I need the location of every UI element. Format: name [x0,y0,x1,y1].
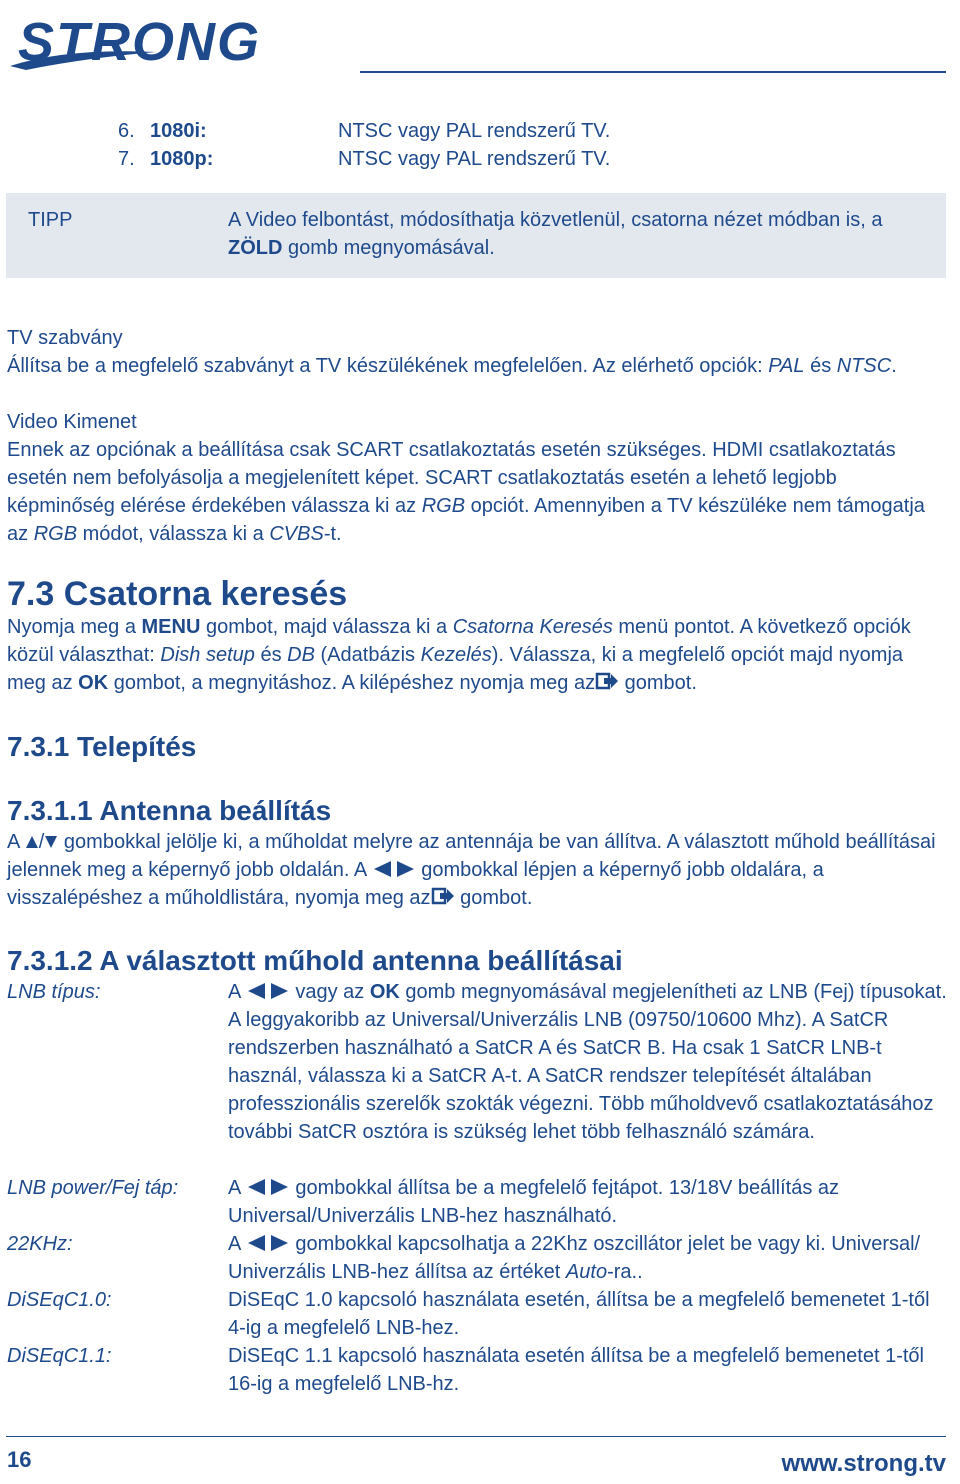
left-right-arrows-icon [246,1178,290,1196]
strong-logo [6,8,311,70]
def-term: LNB power/Fej táp: [7,1177,179,1199]
left-right-arrows-icon [246,982,290,1000]
def-term: DiSEqC1.0: [7,1289,112,1311]
list-item-value: NTSC vagy PAL rendszerű TV. [338,120,611,142]
list-item-number: 7. [118,148,135,170]
def-desc: DiSEqC 1.0 kapcsoló használata esetén, állítsa be a megfelelő bemenetet 1-től 4-ig a megfelelő LNB-hez. [228,1289,930,1339]
page-number: 16 [7,1447,32,1472]
list-item-value: NTSC vagy PAL rendszerű TV. [338,148,611,170]
website-link[interactable]: www.strong.tv [781,1450,946,1477]
list-item-key: 1080i: [150,120,207,142]
tv-standard-heading: TV szabvány [7,327,123,349]
section-7-3-1-1-text: A / gombokkal jelölje ki, a műholdat melyre az antennája be van állítva. A választott műhold beállításai jelennek meg a képernyő jobb oldalán. A gombokkal lépjen a képernyő jobb oldalára, a visszalépéshez a műholdlistára, nyomja meg az gombot. [7,831,936,909]
section-7-3-heading: 7.3 Csatorna keresés [7,575,348,613]
section-7-3-1-heading: 7.3.1 Telepítés [7,731,197,762]
left-right-arrows-icon [246,1234,290,1252]
section-7-3-1-2-heading: 7.3.1.2 A választott műhold antenna beállításai [7,945,623,976]
svg-text:STRONG: STRONG [18,12,262,70]
def-desc: DiSEqC 1.1 kapcsoló használata esetén állítsa be a megfelelő bemenetet 1-től 16-ig a megfelelő LNB-hz. [228,1345,924,1395]
list-item [118,117,610,145]
def-desc: A gombokkal állítsa be a megfelelő fejtápot. 13/18V beállítás az Universal/Univerzális LNB-hez használható. [228,1177,840,1227]
footer-rule [6,1436,946,1437]
left-right-arrows-icon [372,860,416,878]
section-7-3-1-1-heading: 7.3.1.1 Antenna beállítás [7,795,332,826]
def-term: 22KHz: [7,1233,73,1255]
header-rule [360,71,946,73]
exit-icon [431,886,455,906]
def-term: LNB típus: [7,981,101,1003]
section-7-3-text: Nyomja meg a MENU gombot, majd válassza ki a Csatorna Keresés menü pontot. A következő opciók közül választhat: Dish setup és DB (Adatbázis Kezelés). Válassza, ki a megfelelő opciót majd nyomja meg az OK gombot, a megnyitáshoz. A kilépéshez nyomja meg az gombot. [7,616,911,694]
def-desc: A gombokkal kapcsolhatja a 22Khz oszcillátor jelet be vagy ki. Universal/ Univerzális LNB-hez állítsa az értéket Auto-ra.. [228,1233,921,1283]
tip-label: TIPP [28,209,73,231]
tv-standard-text: Állítsa be a megfelelő szabványt a TV készülékének megfelelően. Az elérhető opciók: PAL és NTSC. [7,355,897,377]
tip-text: A Video felbontást, módosíthatja közvetlenül, csatorna nézet módban is, a ZÖLD gomb megnyomásával. [228,209,883,259]
video-output-text: Ennek az opciónak a beállítása csak SCART csatlakoztatás esetén szükséges. HDMI csatlakoztatás esetén nem befolyásolja a megjelenített képet. SCART csatlakoztatás esetén a lehető legjobb képminőség elérése érdekében válassza ki az RGB opciót. Amennyiben a TV készüléke nem támogatja az RGB módot, válassza ki a CVBS-t. [7,439,925,545]
up-arrow-icon [25,834,39,850]
list-item-number: 6. [118,120,135,142]
def-desc: A vagy az OK gomb megnyomásával megjelenítheti az LNB (Fej) típusokat. A leggyakoribb az Universal/Univerzális LNB (09750/10600 Mhz). A SatCR rendszerben használható a SatCR A és SatCR B. Ha csak 1 SatCR LNB-t használ, válassza ki a SatCR A-t. A SatCR rendszer telepítését általában professzionális szerelők szokták végezni. Több műholdvevő csatlakoztatásához további SatCR osztóra is szükség lehet több felhasználó számára. [228,981,947,1143]
down-arrow-icon [44,834,58,850]
list-item-key: 1080p: [150,148,214,170]
list-item [118,145,610,173]
exit-icon [595,671,619,691]
video-output-heading: Video Kimenet [7,411,137,433]
def-term: DiSEqC1.1: [7,1345,112,1367]
